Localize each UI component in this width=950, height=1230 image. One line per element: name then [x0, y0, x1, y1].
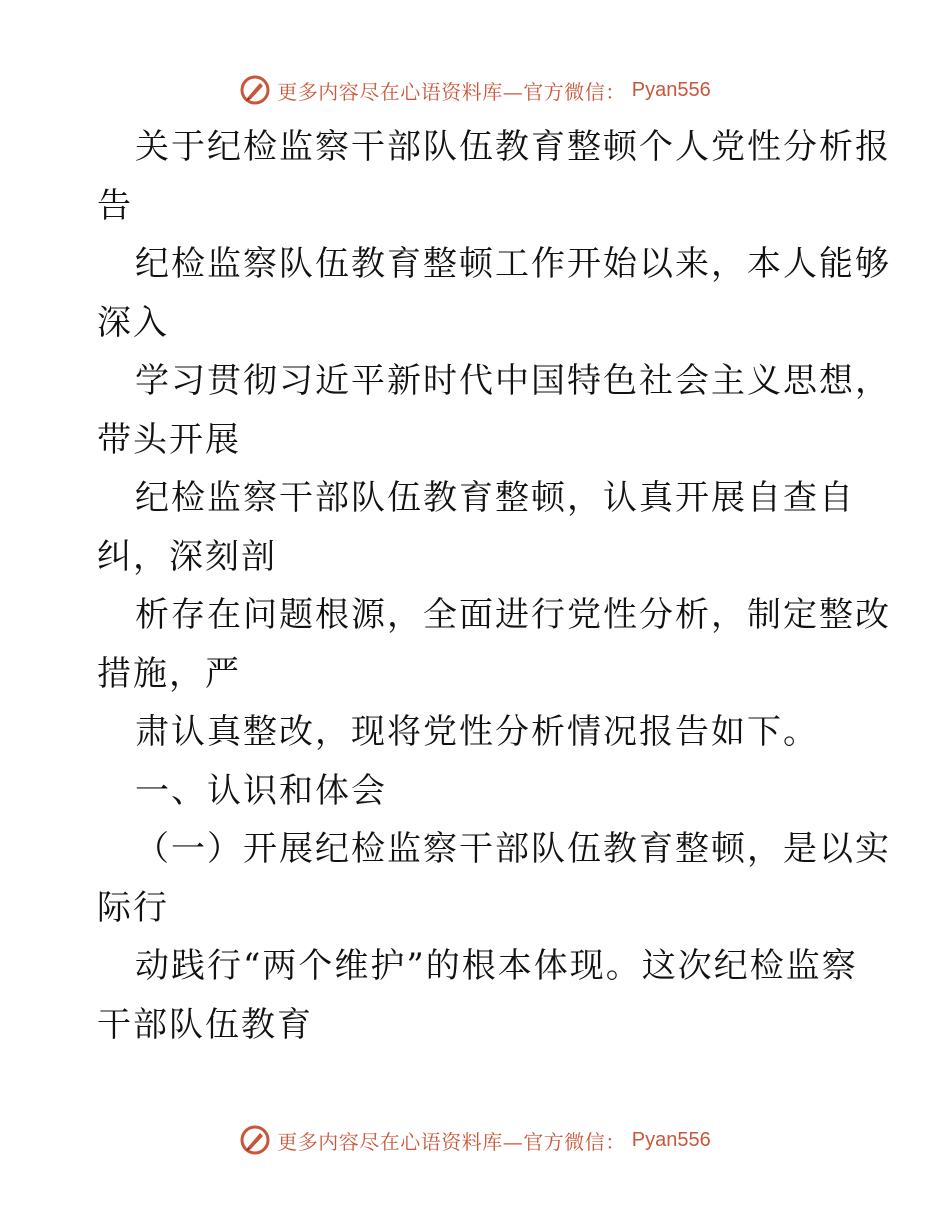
- text-line: 际行: [97, 887, 169, 928]
- watermark-text: 更多内容尽在心语资料库—官方微信：: [277, 79, 626, 104]
- text-line: 肃认真整改，现将党性分析情况报告如下。: [135, 712, 819, 752]
- text-line: 带头开展: [97, 419, 241, 460]
- text-line: 析存在问题根源，全面进行党性分析，制定整改: [135, 595, 891, 635]
- watermark-header: [0, 70, 950, 110]
- text-line: 关于纪检监察干部队伍教育整顿个人党性分析报: [135, 127, 891, 167]
- pen-in-circle-icon: [239, 1124, 271, 1156]
- text-line: 学习贯彻习近平新时代中国特色社会主义思想，: [135, 361, 891, 401]
- section-heading: 一、认识和体会: [135, 770, 387, 811]
- text-line: 纪检监察队伍教育整顿工作开始以来，本人能够: [135, 244, 891, 284]
- text-line: 措施，严: [97, 653, 241, 694]
- watermark-text: 更多内容尽在心语资料库—官方微信：: [277, 1129, 626, 1154]
- watermark-wechat-id: Pyan556: [631, 1128, 711, 1151]
- pen-in-circle-icon: [239, 74, 271, 106]
- text-line: 纪检监察干部队伍教育整顿，认真开展自查自: [135, 478, 855, 518]
- text-line: 告: [97, 185, 133, 226]
- watermark-footer: [0, 1120, 950, 1160]
- text-line: 干部队伍教育: [97, 1004, 313, 1045]
- text-line: 动践行“两个维护”的根本体现。这次纪检监察: [135, 946, 858, 986]
- text-line: （一）开展纪检监察干部队伍教育整顿，是以实: [135, 829, 891, 869]
- text-line: 纠，深刻剖: [97, 536, 277, 577]
- watermark-wechat-id: Pyan556: [631, 78, 711, 101]
- document-body: [97, 118, 891, 1054]
- text-line: 深入: [97, 302, 169, 343]
